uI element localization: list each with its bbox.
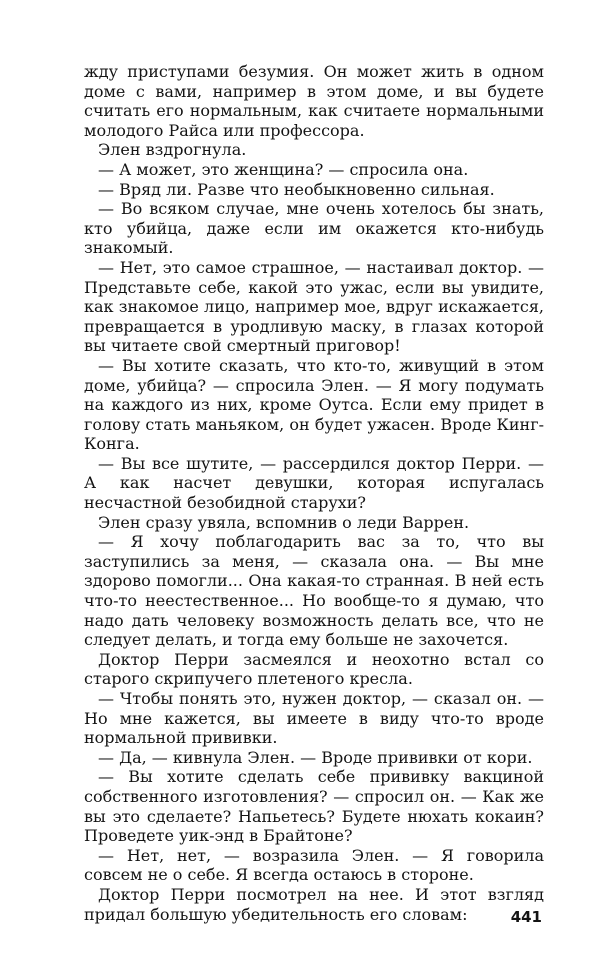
page-number: 441	[510, 908, 542, 926]
paragraph: — Чтобы понять это, нужен доктор, — сказал он. — Но мне кажется, вы имеете в виду что-то вроде нормальной прививки.	[84, 689, 544, 748]
paragraph: — Нет, нет, — возразила Элен. — Я говорила совсем не о себе. Я всегда остаюсь в стороне.	[84, 845, 544, 885]
paragraph: Элен вздрогнула.	[98, 140, 247, 160]
paragraph: Доктор Перри засмеялся и неохотно встал со старого скрипучего плетеного кресла.	[84, 649, 544, 689]
paragraph: — Во всяком случае, мне очень хотелось бы знать, кто убийца, даже если им окажется кто-нибудь знакомый.	[84, 199, 544, 258]
paragraph: Элен сразу увяла, вспомнив о леди Варрен.	[98, 512, 470, 532]
paragraph: — Нет, это самое страшное, — настаивал доктор. — Представьте себе, какой это ужас, если вы увидите, как знакомое лицо, например мое, вдруг искажается, превращается в уродливую маску, в глазах которой вы читаете свой смертный приговор!	[84, 257, 544, 356]
paragraph: — Вряд ли. Разве что необыкновенно сильная.	[98, 179, 495, 199]
body-text	[84, 62, 544, 924]
paragraph: — Да, — кивнула Элен. — Вроде прививки от кори.	[98, 747, 533, 767]
paragraph: жду приступами безумия. Он может жить в одном доме с вами, например в этом доме, и вы будете считать его нормальным, как считаете нормальными молодого Райса или профессора.	[84, 62, 544, 140]
paragraph: — Вы все шутите, — рассердился доктор Перри. — А как насчет девушки, которая испугалась несчастной безобидной старухи?	[84, 453, 544, 513]
paragraph: — Я хочу поблагодарить вас за то, что вы заступились за меня, — сказала она. — Вы мне здорово помогли... Она какая-то странная. В ней есть что-то неестественное... Но вообще-то я думаю, что надо дать человеку возможность делать все, что не следует делать, и тогда ему больше не захочется.	[84, 532, 544, 650]
paragraph: Доктор Перри посмотрел на нее. И этот взгляд придал большую убедительность его словам:	[84, 884, 544, 924]
paragraph: — Вы хотите сказать, что кто-то, живущий в этом доме, убийца? — спросила Элен. — Я могу подумать на каждого из них, кроме Оутса. Если ему придет в голову стать маньяком, он будет ужасен. Вроде Кинг-Конга.	[84, 355, 544, 454]
paragraph: — А может, это женщина? — спросила она.	[98, 159, 469, 179]
paragraph: — Вы хотите сделать себе прививку вакциной собственного изготовления? — спросил он. — Как же вы это сделаете? Напьетесь? Будете нюхать кокаин? Проведете уик-энд в Брайтоне?	[84, 767, 544, 846]
